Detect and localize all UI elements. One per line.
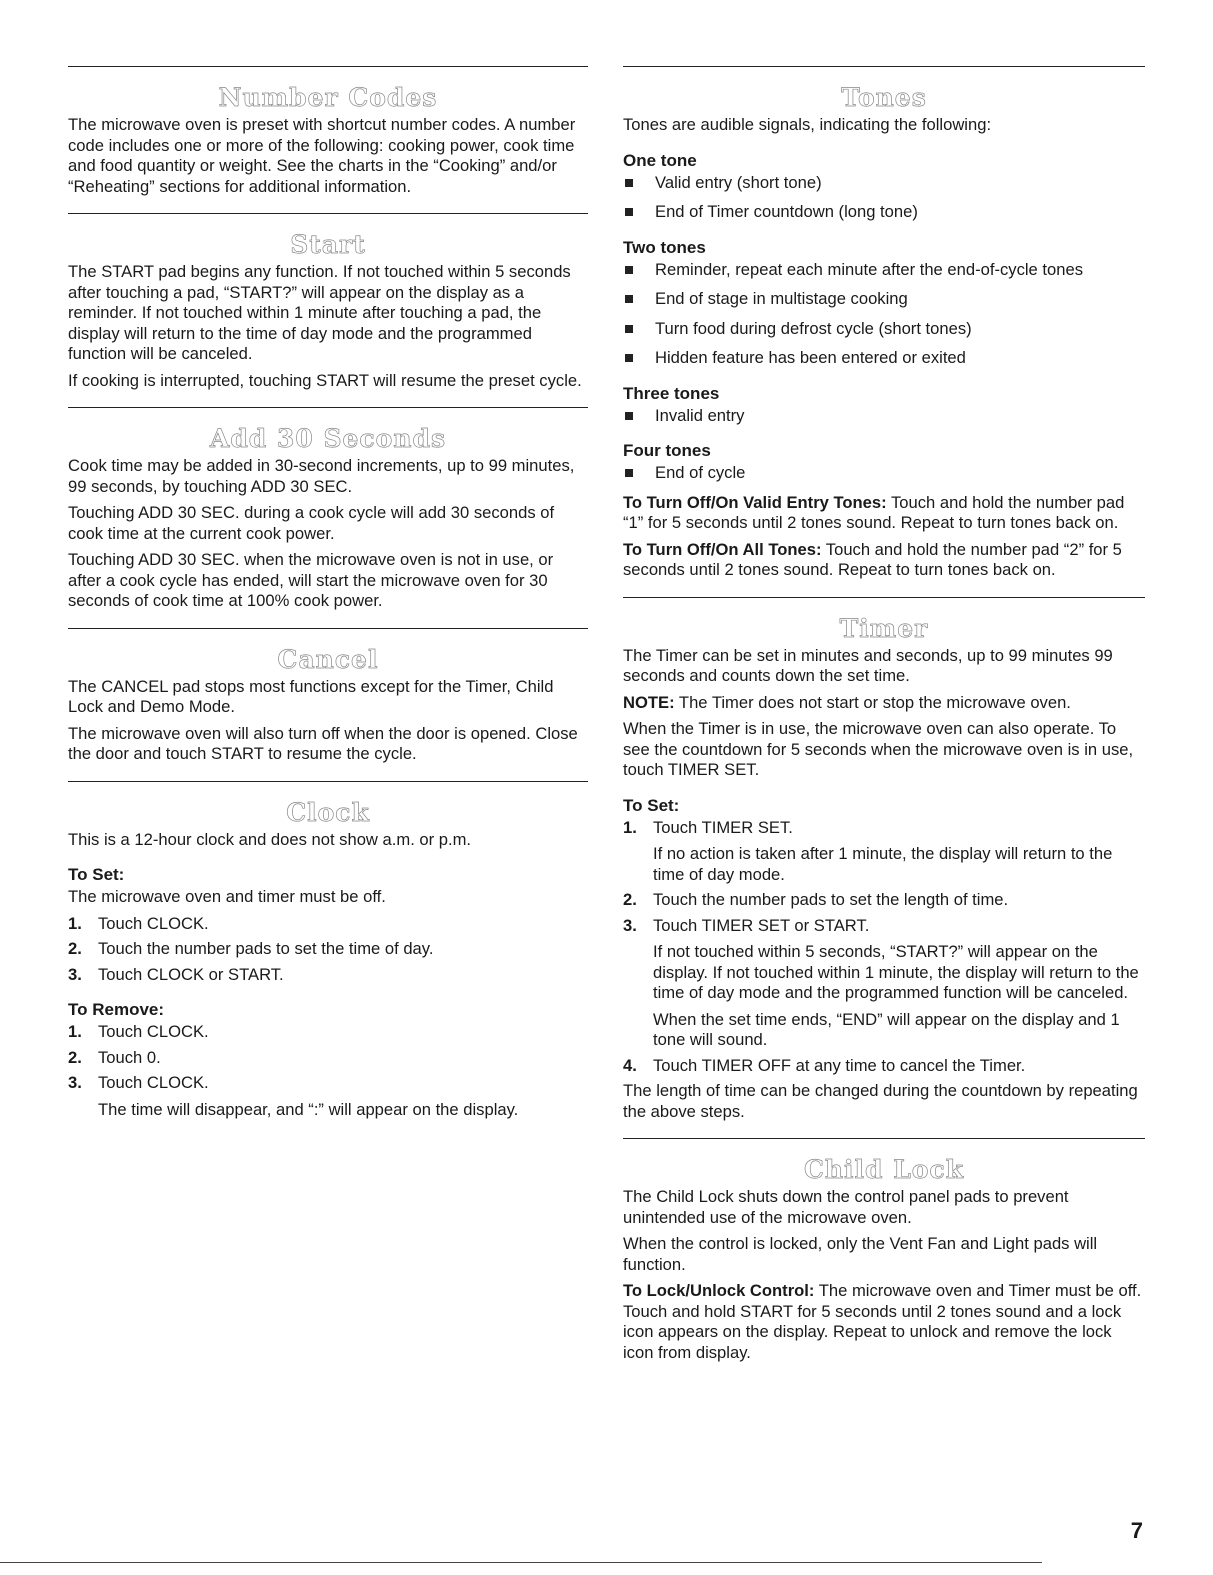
all-tones-text [623,540,1145,581]
step-number: 4. [623,1055,637,1075]
child-lock-text-2: When the control is locked, only the Vent Fan and Light pads will function. [623,1234,1098,1274]
list-item: Reminder, repeat each minute after the end-of-cycle tones [623,260,1145,281]
all-tones-body: Touch and hold the number pad “2” for 5 seconds until 2 tones sound. Repeat to turn tones back on. [623,539,1122,579]
step-number: 1. [68,1022,82,1041]
timer-text-3: The length of time can be changed during the countdown by repeating the above steps. [623,1081,1138,1121]
cancel-heading: Cancel [277,644,379,674]
clock-remove-title: To Remove: [68,1000,165,1019]
tones-heading: Tones [841,83,927,112]
right-column [623,66,1145,1379]
clock-section [68,782,588,1136]
list-item [68,965,588,986]
step-text: Touch CLOCK. [98,1073,209,1092]
valid-entry-tones-label: To Turn Off/On Valid Entry Tones: [623,492,887,512]
clock-set-title: To Set: [68,865,125,884]
child-lock-section [623,1139,1145,1379]
list-item: Turn food during defrost cycle (short tones) [623,319,1145,340]
step-number: 1. [623,817,637,837]
list-item [68,1048,588,1069]
step-text: Touch CLOCK or START. [98,964,284,984]
start-text-2: If cooking is interrupted, touching START will resume the preset cycle. [68,370,582,390]
timer-set-title: To Set: [623,795,680,815]
add30-heading: Add 30 Seconds [209,424,447,453]
step-number: 1. [68,913,82,933]
step-note: If not touched within 5 seconds, “START?” will appear on the display. If not touched within 1 minute, the display will return to the time of day mode and the programmed function will be canceled. [653,942,1139,1002]
one-tone-title: One tone [623,150,697,170]
clock-remove-steps [68,1022,588,1120]
lock-unlock-label: To Lock/Unlock Control: [623,1281,815,1300]
start-heading: Start [290,230,366,259]
list-item [68,914,588,935]
tones-intro: Tones are audible signals, indicating the following: [623,115,992,134]
page-number: 7 [1130,1518,1143,1543]
number-codes-text: The microwave oven is preset with shortcut number codes. A number code includes one or more of the following: cooking power, cook time and food quantity or weight. See the charts in the “Cooking” and/or “Reheating” sections for additional information. [68,115,576,196]
step-number: 2. [623,890,637,909]
list-item: Valid entry (short tone) [623,173,1145,194]
step-text: Touch 0. [98,1047,161,1067]
footer-rule [0,1562,1042,1563]
step-text: Touch the number pads to set the length of time. [653,890,1009,909]
one-tone-list [623,173,1145,223]
timer-heading: Timer [839,613,929,643]
step-number: 2. [68,939,82,958]
add30-text-1: Cook time may be added in 30-second increments, up to 99 minutes, 99 seconds, by touching ADD 30 SEC. [68,456,575,496]
step-number: 2. [68,1047,82,1067]
step-text: Touch TIMER SET. [653,817,793,837]
timer-note-label: NOTE: [623,692,675,712]
list-item: Invalid entry [623,406,1145,427]
clock-set-steps [68,914,588,986]
step-text: Touch TIMER OFF at any time to cancel the Timer. [653,1055,1026,1075]
tones-section [623,67,1145,597]
lock-unlock-text [623,1281,1145,1363]
left-column [68,66,588,1135]
step-text: Touch the number pads to set the time of day. [98,939,434,958]
list-item [68,939,588,960]
step-number: 3. [623,915,637,935]
timer-text-2: When the Timer is in use, the microwave oven can also operate. To see the countdown for 5 seconds when the microwave oven is in use, touch TIMER SET. [623,719,1134,779]
timer-set-steps [623,818,1145,1077]
four-tones-title: Four tones [623,441,711,460]
clock-heading: Clock [286,797,370,827]
list-item: End of Timer countdown (long tone) [623,202,1145,223]
add30-text-3: Touching ADD 30 SEC. when the microwave oven is not in use, or after a cook cycle has ended, will start the microwave oven for 30 seconds of cook time at 100% cook power. [68,550,554,610]
list-item: Hidden feature has been entered or exited [623,348,1145,369]
child-lock-heading: Child Lock [803,1155,965,1184]
start-section [68,214,588,407]
list-item [68,1022,588,1043]
list-item: End of stage in multistage cooking [623,289,1145,310]
two-tones-list [623,260,1145,369]
clock-remove-note: The time will disappear, and “:” will appear on the display. [98,1099,519,1119]
step-text: Touch CLOCK. [98,1022,209,1041]
start-text-1: The START pad begins any function. If not touched within 5 seconds after touching a pad, “START?” will appear on the display as a reminder. If not touched within 1 minute after touching a pad, the display will return to the time of day mode and the programmed function will be canceled. [68,262,571,363]
cancel-text-1: The CANCEL pad stops most functions except for the Timer, Child Lock and Demo Mode. [68,676,554,716]
list-item [623,916,1145,1051]
two-tones-title: Two tones [623,237,706,257]
step-number: 3. [68,964,82,984]
timer-text-1: The Timer can be set in minutes and seconds, up to 99 minutes 99 seconds and counts down the set time. [623,645,1113,685]
timer-note [623,693,1145,714]
four-tones-list [623,463,1145,484]
step-note: If no action is taken after 1 minute, the display will return to the time of day mode. [653,844,1113,884]
three-tones-list [623,406,1145,427]
timer-section [623,598,1145,1139]
valid-entry-tones-text [623,493,1145,534]
number-codes-section [68,67,588,213]
list-item [623,1056,1145,1077]
all-tones-label: To Turn Off/On All Tones: [623,539,822,559]
list-item [68,1073,588,1120]
cancel-section [68,629,588,781]
step-number: 3. [68,1073,82,1092]
number-codes-heading: Number Codes [218,83,438,112]
cancel-text-2: The microwave oven will also turn off when the door is opened. Close the door and touch START to resume the cycle. [68,723,578,763]
add30-section [68,408,588,628]
list-item [623,818,1145,886]
list-item: End of cycle [623,463,1145,484]
list-item [623,890,1145,911]
three-tones-title: Three tones [623,383,720,403]
step-text: Touch CLOCK. [98,913,209,933]
step-note: When the set time ends, “END” will appear on the display and 1 tone will sound. [653,1009,1120,1049]
clock-text: This is a 12-hour clock and does not show a.m. or p.m. [68,829,472,849]
clock-set-intro: The microwave oven and timer must be off. [68,887,386,906]
lock-unlock-body: The microwave oven and Timer must be off. Touch and hold START for 5 seconds until 2 tones sound and a lock icon appears on the display. Repeat to unlock and remove the lock icon from display. [623,1281,1142,1362]
timer-note-body: The Timer does not start or stop the microwave oven. [674,692,1071,712]
step-text: Touch TIMER SET or START. [653,915,870,935]
add30-text-2: Touching ADD 30 SEC. during a cook cycle will add 30 seconds of cook time at the current cook power. [68,503,555,543]
valid-entry-tones-body: Touch and hold the number pad “1” for 5 seconds until 2 tones sound. Repeat to turn tones back on. [623,492,1125,532]
child-lock-text-1: The Child Lock shuts down the control panel pads to prevent unintended use of the microwave oven. [623,1187,1069,1227]
